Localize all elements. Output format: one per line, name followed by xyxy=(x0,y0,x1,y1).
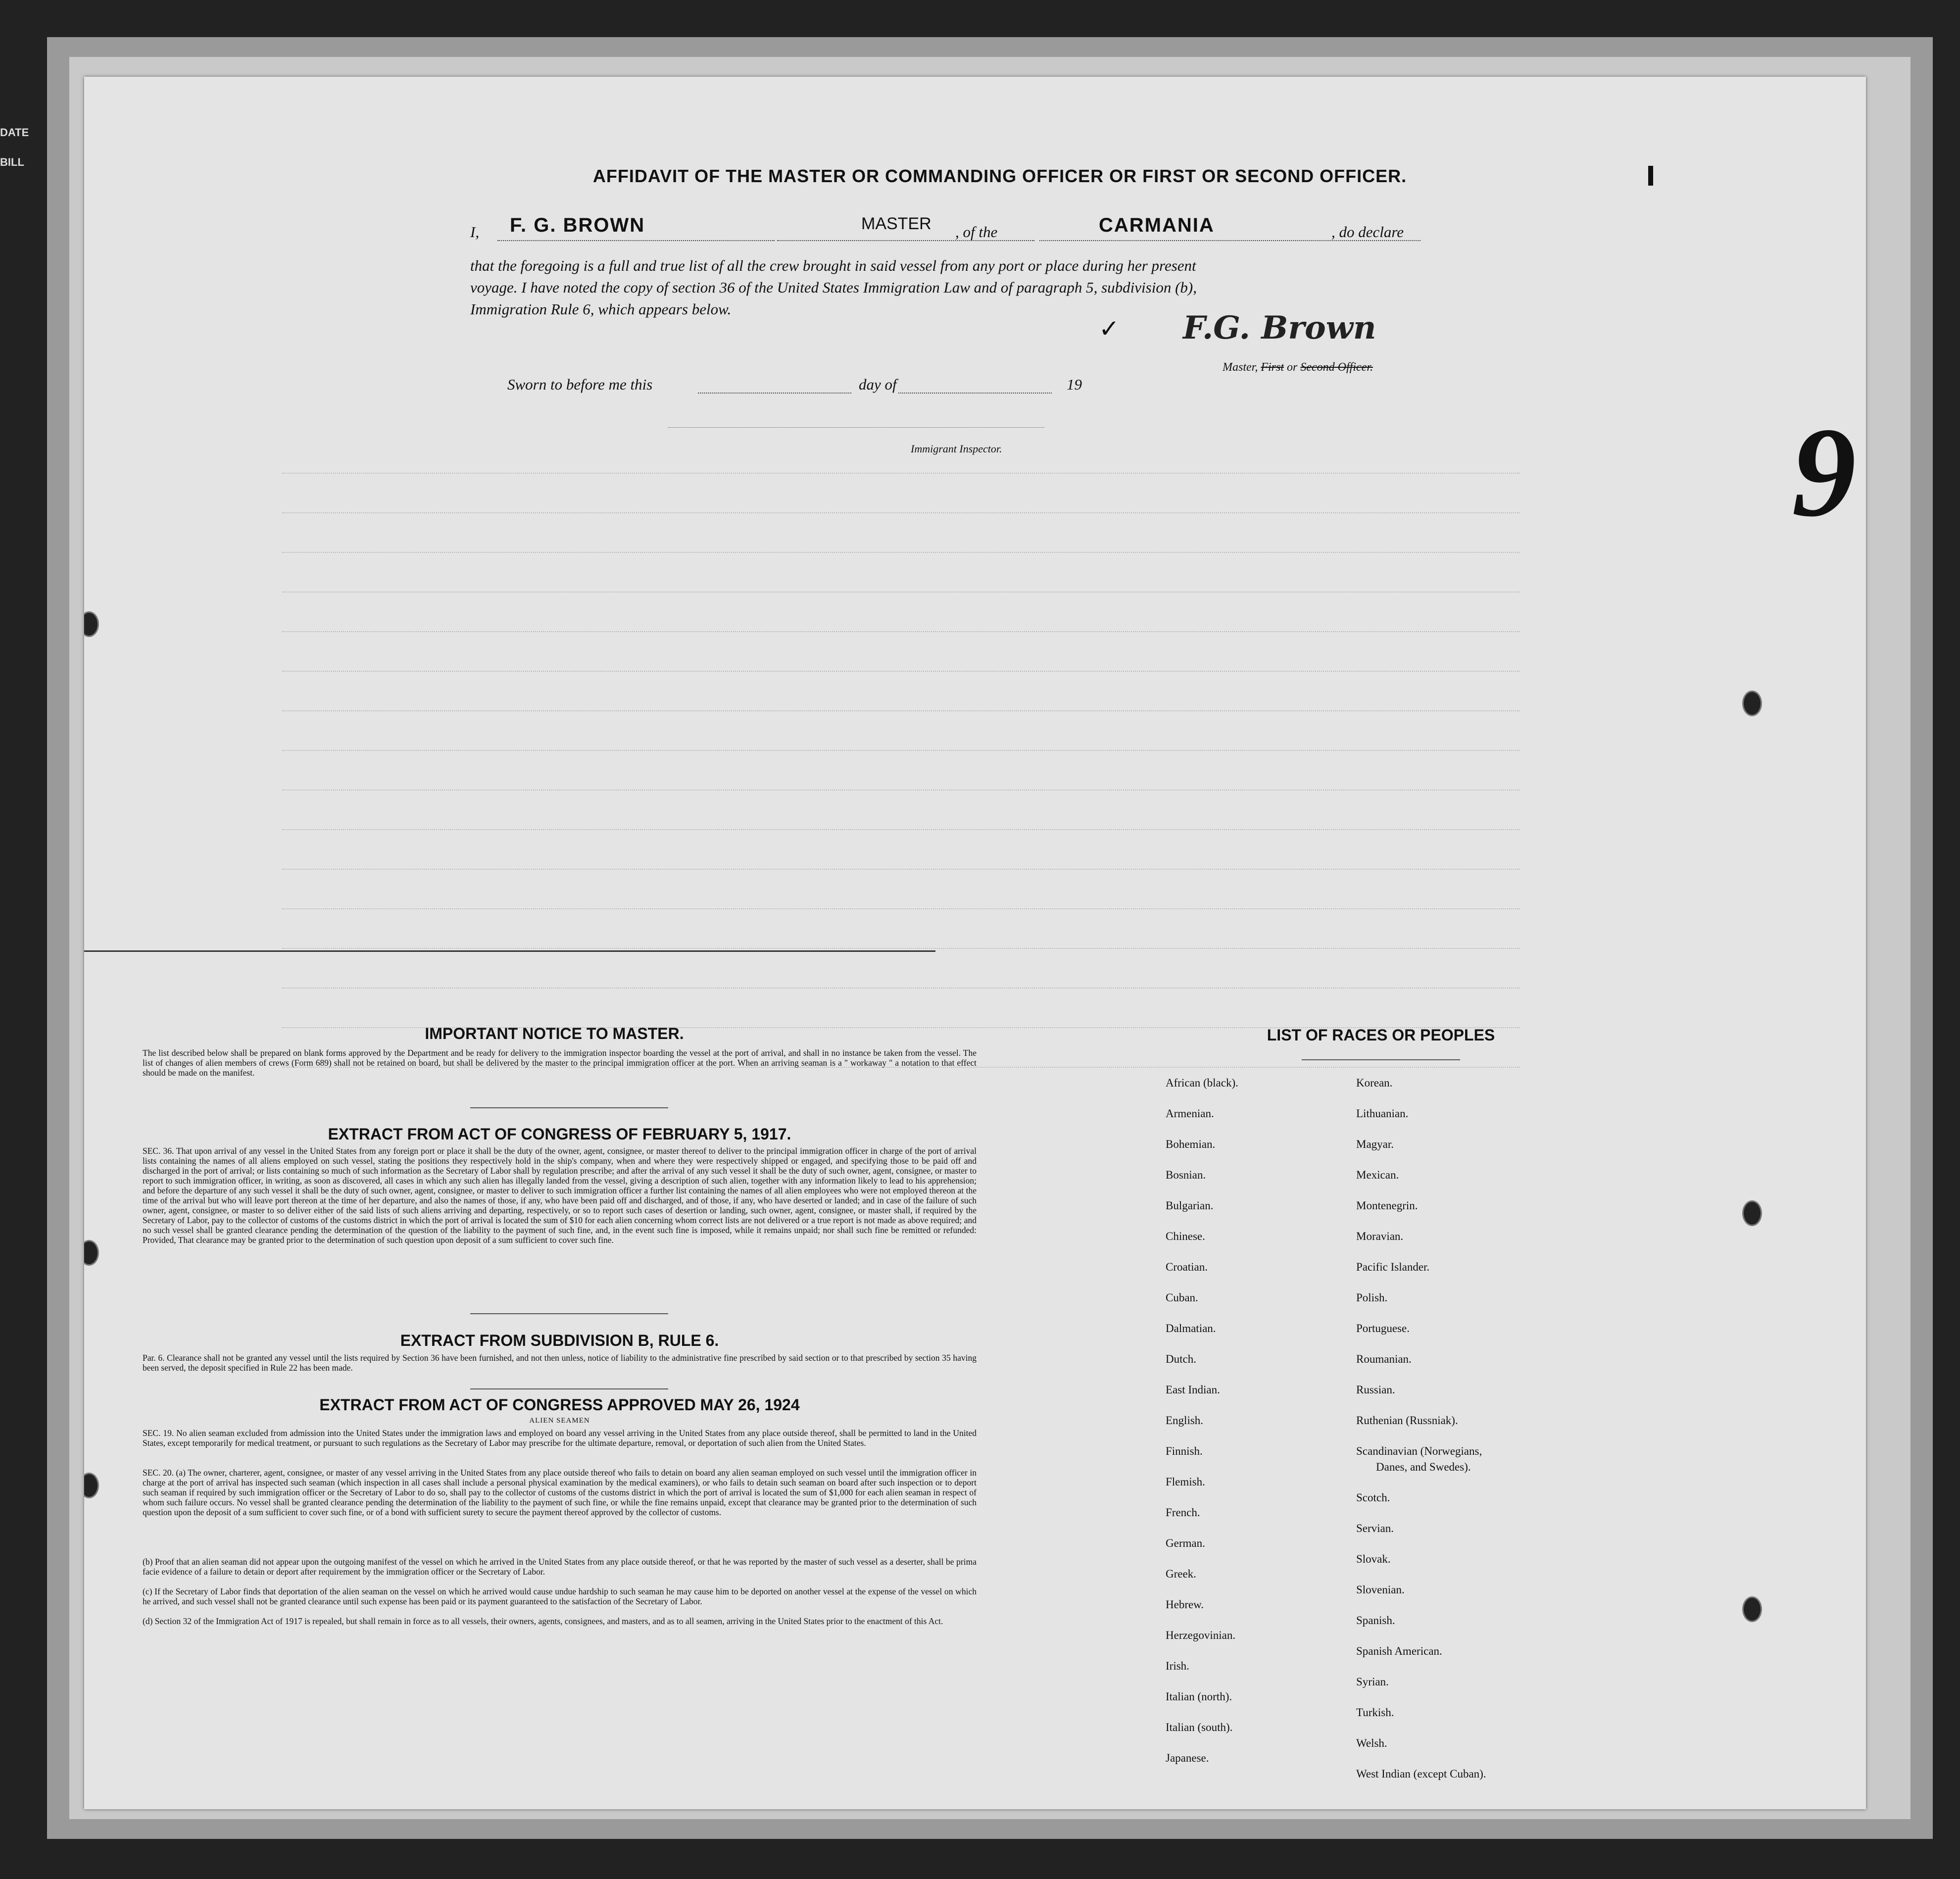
sig-second-struck: Second Officer. xyxy=(1300,361,1373,374)
signature-title xyxy=(1223,356,1373,378)
race-item: German. xyxy=(1166,1537,1205,1549)
sworn-label: Sworn to before me this xyxy=(507,376,653,393)
race-item: Russian. xyxy=(1356,1384,1395,1396)
extract-1917-divider xyxy=(470,1313,668,1314)
race-item: Danes, and Swedes). xyxy=(1376,1461,1471,1473)
punch-hole xyxy=(84,611,99,637)
extract-1917-title: EXTRACT FROM ACT OF CONGRESS OF FEBRUARY 5, 1917. xyxy=(328,1125,791,1143)
check-mark: ✓ xyxy=(1099,314,1120,343)
punch-hole xyxy=(1742,1596,1762,1622)
edge-date-label: DATE xyxy=(0,126,29,139)
race-item: Polish. xyxy=(1356,1291,1388,1304)
bleed-row xyxy=(282,750,1519,751)
race-item: Herzegovinian. xyxy=(1166,1629,1236,1641)
extract-1917-body: SEC. 36. That upon arrival of any vessel in the United States from any foreign port or place it shall be the duty of the owner, agent, consignee, or master thereof to deliver to the principal immigration officer in charge of the port of arrival lists containing the names of all aliens employed on such vessel, stating the positions they respectively hold in the ship's company, when and where they were respectively shipped or engaged, and specifying those to be paid off and discharged in the port of arrival; or lists containing so much of such information as the Secretary of Labor shall by regulation prescribe; and after the arrival of any such vessel it shall be the duty of such owner, agent, consignee, or master to report to such immigration officer, in writing, as soon as discovered, all cases in which any such alien has illegally landed from the vessel, giving a description of such alien, together with any information likely to lead to his apprehension; and before the departure of any such vessel it shall be the duty of such owner, agent, consignee, or master to deliver to such immigration officer a further list containing the names of all alien employees who were not employed thereon at the time of the arrival but who will leave port thereon at the time of her departure, and also the names of those, if any, who have been paid off and discharged, and of those, if any, who have deserted or landed; and in case of the failure of such owner, agent, consignee, or master to so deliver either of the said lists of such aliens arriving and departing, respectively, or so to report such cases of desertion or landing, such owner, agent, consignee, or master shall, if required by the Secretary of Labor, pay to the collector of customs of the customs district in which the port of arrival is located the sum of $10 for each alien concerning whom correct lists are not delivered or a true report is not made as above required; and no such vessel shall be granted clearance pending the determination of the question of the liability to the payment of such fine, and, in the event such fine is imposed, while it remains unpaid; nor shall such fine be remitted or refunded: Provided, That clearance may be granted prior to the determination of such question upon deposit of a sum sufficient to cover such fine. xyxy=(143,1146,977,1245)
master-name: F. G. BROWN xyxy=(510,214,645,236)
race-item: Cuban. xyxy=(1166,1291,1198,1304)
race-item: Italian (north). xyxy=(1166,1690,1232,1703)
race-item: Ruthenian (Russniak). xyxy=(1356,1414,1458,1427)
race-item: Italian (south). xyxy=(1166,1721,1233,1733)
bleed-row xyxy=(282,948,1519,949)
fold-line xyxy=(84,950,935,952)
notice-body: The list described below shall be prepared on blank forms approved by the Department and be ready for delivery to the immigration inspector boarding the vessel at the port of arrival, and shall in no instance be taken from the vessel. The list of changes of alien members of crews (Form 689) shall not be retained on board, but shall be delivered by the master to the principal immigration officer at the port. When an arriving seaman is a " workaway " a notation to that effect should be made on the manifest. xyxy=(143,1048,977,1078)
name-line xyxy=(497,240,775,241)
subdivision-title: EXTRACT FROM SUBDIVISION B, RULE 6. xyxy=(400,1332,719,1349)
races-list-left xyxy=(1166,1077,1238,1782)
master-rank: MASTER xyxy=(861,214,931,233)
extract-1924-title: EXTRACT FROM ACT OF CONGRESS APPROVED MAY 26, 1924 xyxy=(319,1396,800,1414)
bleed-row xyxy=(282,829,1519,830)
race-item: Greek. xyxy=(1166,1568,1196,1580)
race-item: Bohemian. xyxy=(1166,1138,1216,1150)
sig-or: or xyxy=(1284,361,1301,374)
race-item: Roumanian. xyxy=(1356,1353,1412,1365)
extract-1924-sec20d: (d) Section 32 of the Immigration Act of 1917 is repealed, but shall remain in force as to all vessels, their owners, agents, consignees, and masters, and as to all seamen, arriving in the United States prior to the enactment of this Act. xyxy=(143,1616,943,1626)
subdivision-divider xyxy=(470,1388,668,1389)
race-item: Chinese. xyxy=(1166,1230,1205,1242)
races-list-right xyxy=(1356,1077,1486,1798)
bleed-row xyxy=(282,790,1519,791)
race-item: English. xyxy=(1166,1414,1204,1427)
race-item: Mexican. xyxy=(1356,1169,1399,1181)
vessel-name: CARMANIA xyxy=(1099,214,1215,236)
race-item: Montenegrin. xyxy=(1356,1199,1418,1212)
year-label: 19 xyxy=(1067,376,1082,393)
race-item: African (black). xyxy=(1166,1077,1238,1089)
race-item: Turkish. xyxy=(1356,1706,1394,1719)
race-item: Portuguese. xyxy=(1356,1322,1410,1335)
bleed-row xyxy=(282,710,1519,711)
extract-1924-subtitle: ALIEN SEAMEN xyxy=(529,1417,590,1425)
bleed-row xyxy=(282,631,1519,632)
punch-hole xyxy=(84,1240,99,1266)
race-item: Japanese. xyxy=(1166,1752,1209,1764)
race-item: Moravian. xyxy=(1356,1230,1404,1242)
race-item: French. xyxy=(1166,1506,1200,1519)
extract-1924-sec20a: SEC. 20. (a) The owner, charterer, agent, consignee, or master of any vessel arriving in the United States from any place outside thereof who fails to detain on board any alien seaman employed on such vessel until the immigration officer in charge at the port of arrival has inspected such seaman (which inspection in all cases shall include a personal physical examination by the medical examiners), or who fails to detain such seaman on board after such inspection or to deport such seaman if required by such immigration officer or the Secretary of Labor to do so, shall pay to the collector of customs of the customs district in which the port of arrival is located the sum of $1,000 for each alien seaman in respect of whom such failure occurs. No vessel shall be granted clearance pending the determination of the liability to the payment of such fine, or while the fine remains unpaid, except that clearance may be granted prior to the determination of such question upon the deposit of a sum sufficient to cover such fine, or of a bond with sufficient surety to secure the payment thereof approved by the collector of customs. xyxy=(143,1468,977,1517)
notice-title: IMPORTANT NOTICE TO MASTER. xyxy=(425,1025,684,1042)
master-signature: F.G. Brown xyxy=(1183,309,1376,346)
do-declare-label: , do declare xyxy=(1331,223,1404,241)
race-item: Pacific Islander. xyxy=(1356,1261,1430,1273)
race-item: Dutch. xyxy=(1166,1353,1196,1365)
punch-hole xyxy=(1742,691,1762,716)
affidavit-line-2: voyage. I have noted the copy of section 36 of the United States Immigration Law and of paragraph 5, subdivision (b), xyxy=(470,279,1197,296)
manifest-page xyxy=(84,77,1866,1809)
race-item: Slovak. xyxy=(1356,1553,1391,1565)
race-item: East Indian. xyxy=(1166,1384,1220,1396)
race-item: Bosnian. xyxy=(1166,1169,1206,1181)
day-of-label: day of xyxy=(859,376,897,393)
race-item: Welsh. xyxy=(1356,1737,1387,1749)
extract-1924-sec20c: (c) If the Secretary of Labor finds that deportation of the alien seaman on the vessel on which he arrived would cause undue hardship to such seaman he may cause him to be deported on another vessel at the expense of the vessel on which he arrived, and such vessel shall not be granted clearance until such expense has been paid or its payment guaranteed to the satisfaction of the Secretary of Labor. xyxy=(143,1586,977,1606)
bleed-row xyxy=(282,512,1519,513)
races-divider xyxy=(1302,1059,1460,1060)
sig-master: Master, xyxy=(1223,361,1258,374)
affidavit-line-3: Immigration Rule 6, which appears below. xyxy=(470,300,732,318)
race-item: Armenian. xyxy=(1166,1107,1214,1120)
inspector-label: Immigrant Inspector. xyxy=(911,443,1002,455)
extract-1924-sec19: SEC. 19. No alien seaman excluded from admission into the United States under the immigration laws and employed on board any vessel arriving in the United States from any place outside thereof, shall be permitted to land in the United States, except temporarily for medical treatment, or pursuant to such regulations as the Secretary of Labor may prescribe for the ultimate departure, removal, or deportation of such alien from the United States. xyxy=(143,1428,977,1448)
race-item: Flemish. xyxy=(1166,1476,1205,1488)
bleed-row xyxy=(282,671,1519,672)
race-item: Lithuanian. xyxy=(1356,1107,1409,1120)
affidavit-i-label: I, xyxy=(470,223,480,241)
race-item: Finnish. xyxy=(1166,1445,1203,1457)
notice-divider xyxy=(470,1107,668,1108)
of-the-label: , of the xyxy=(955,223,998,241)
extract-1924-sec20b: (b) Proof that an alien seaman did not appear upon the outgoing manifest of the vessel on which he arrived in the United States from any place outside thereof, or that he was reported by the master of such vessel as a deserter, shall be prima facie evidence of a failure to detain or deport after requirement by the immigration officer or the Secretary of Labor. xyxy=(143,1557,977,1577)
race-item: West Indian (except Cuban). xyxy=(1356,1768,1486,1780)
sworn-month-line xyxy=(898,393,1052,394)
race-item: Slovenian. xyxy=(1356,1583,1405,1596)
race-item: Irish. xyxy=(1166,1660,1189,1672)
subdivision-body: Par. 6. Clearance shall not be granted any vessel until the lists required by Section 36 have been furnished, and not then unless, notice of liability to the administrative fine prescribed by said section or to that prescribed by section 35 having been served, the deposit specified in Rule 22 has been made. xyxy=(143,1353,977,1373)
race-item: Syrian. xyxy=(1356,1676,1389,1688)
bleed-row xyxy=(282,908,1519,909)
affidavit-line-1: that the foregoing is a full and true list of all the crew brought in said vessel from any port or place during her present xyxy=(470,257,1196,274)
bleed-row xyxy=(282,869,1519,870)
edge-bill-label: BILL xyxy=(0,156,24,168)
punch-hole xyxy=(1742,1200,1762,1226)
ink-mark xyxy=(1648,166,1653,186)
inspector-sig-line xyxy=(668,427,1044,428)
bleed-row xyxy=(282,988,1519,989)
race-item: Magyar. xyxy=(1356,1138,1394,1150)
race-item: Korean. xyxy=(1356,1077,1393,1089)
affidavit-title: AFFIDAVIT OF THE MASTER OR COMMANDING OFFICER OR FIRST OR SECOND OFFICER. xyxy=(592,166,1407,186)
margin-handwritten-mark: 9 xyxy=(1792,401,1856,544)
bleed-row xyxy=(282,473,1519,474)
race-item: Scotch. xyxy=(1356,1491,1390,1504)
sworn-day-line xyxy=(698,393,851,394)
race-item: Croatian. xyxy=(1166,1261,1208,1273)
sig-first-struck: First xyxy=(1261,361,1284,374)
race-item: Servian. xyxy=(1356,1522,1394,1534)
race-item: Spanish American. xyxy=(1356,1645,1442,1657)
race-item: Scandinavian (Norwegians, xyxy=(1356,1445,1482,1457)
punch-hole xyxy=(84,1473,99,1498)
race-item: Spanish. xyxy=(1356,1614,1395,1627)
race-item: Bulgarian. xyxy=(1166,1199,1214,1212)
races-title: LIST OF RACES OR PEOPLES xyxy=(1267,1026,1495,1044)
race-item: Dalmatian. xyxy=(1166,1322,1216,1335)
bleed-row xyxy=(282,592,1519,593)
race-item: Hebrew. xyxy=(1166,1598,1204,1611)
bleed-row xyxy=(282,552,1519,553)
